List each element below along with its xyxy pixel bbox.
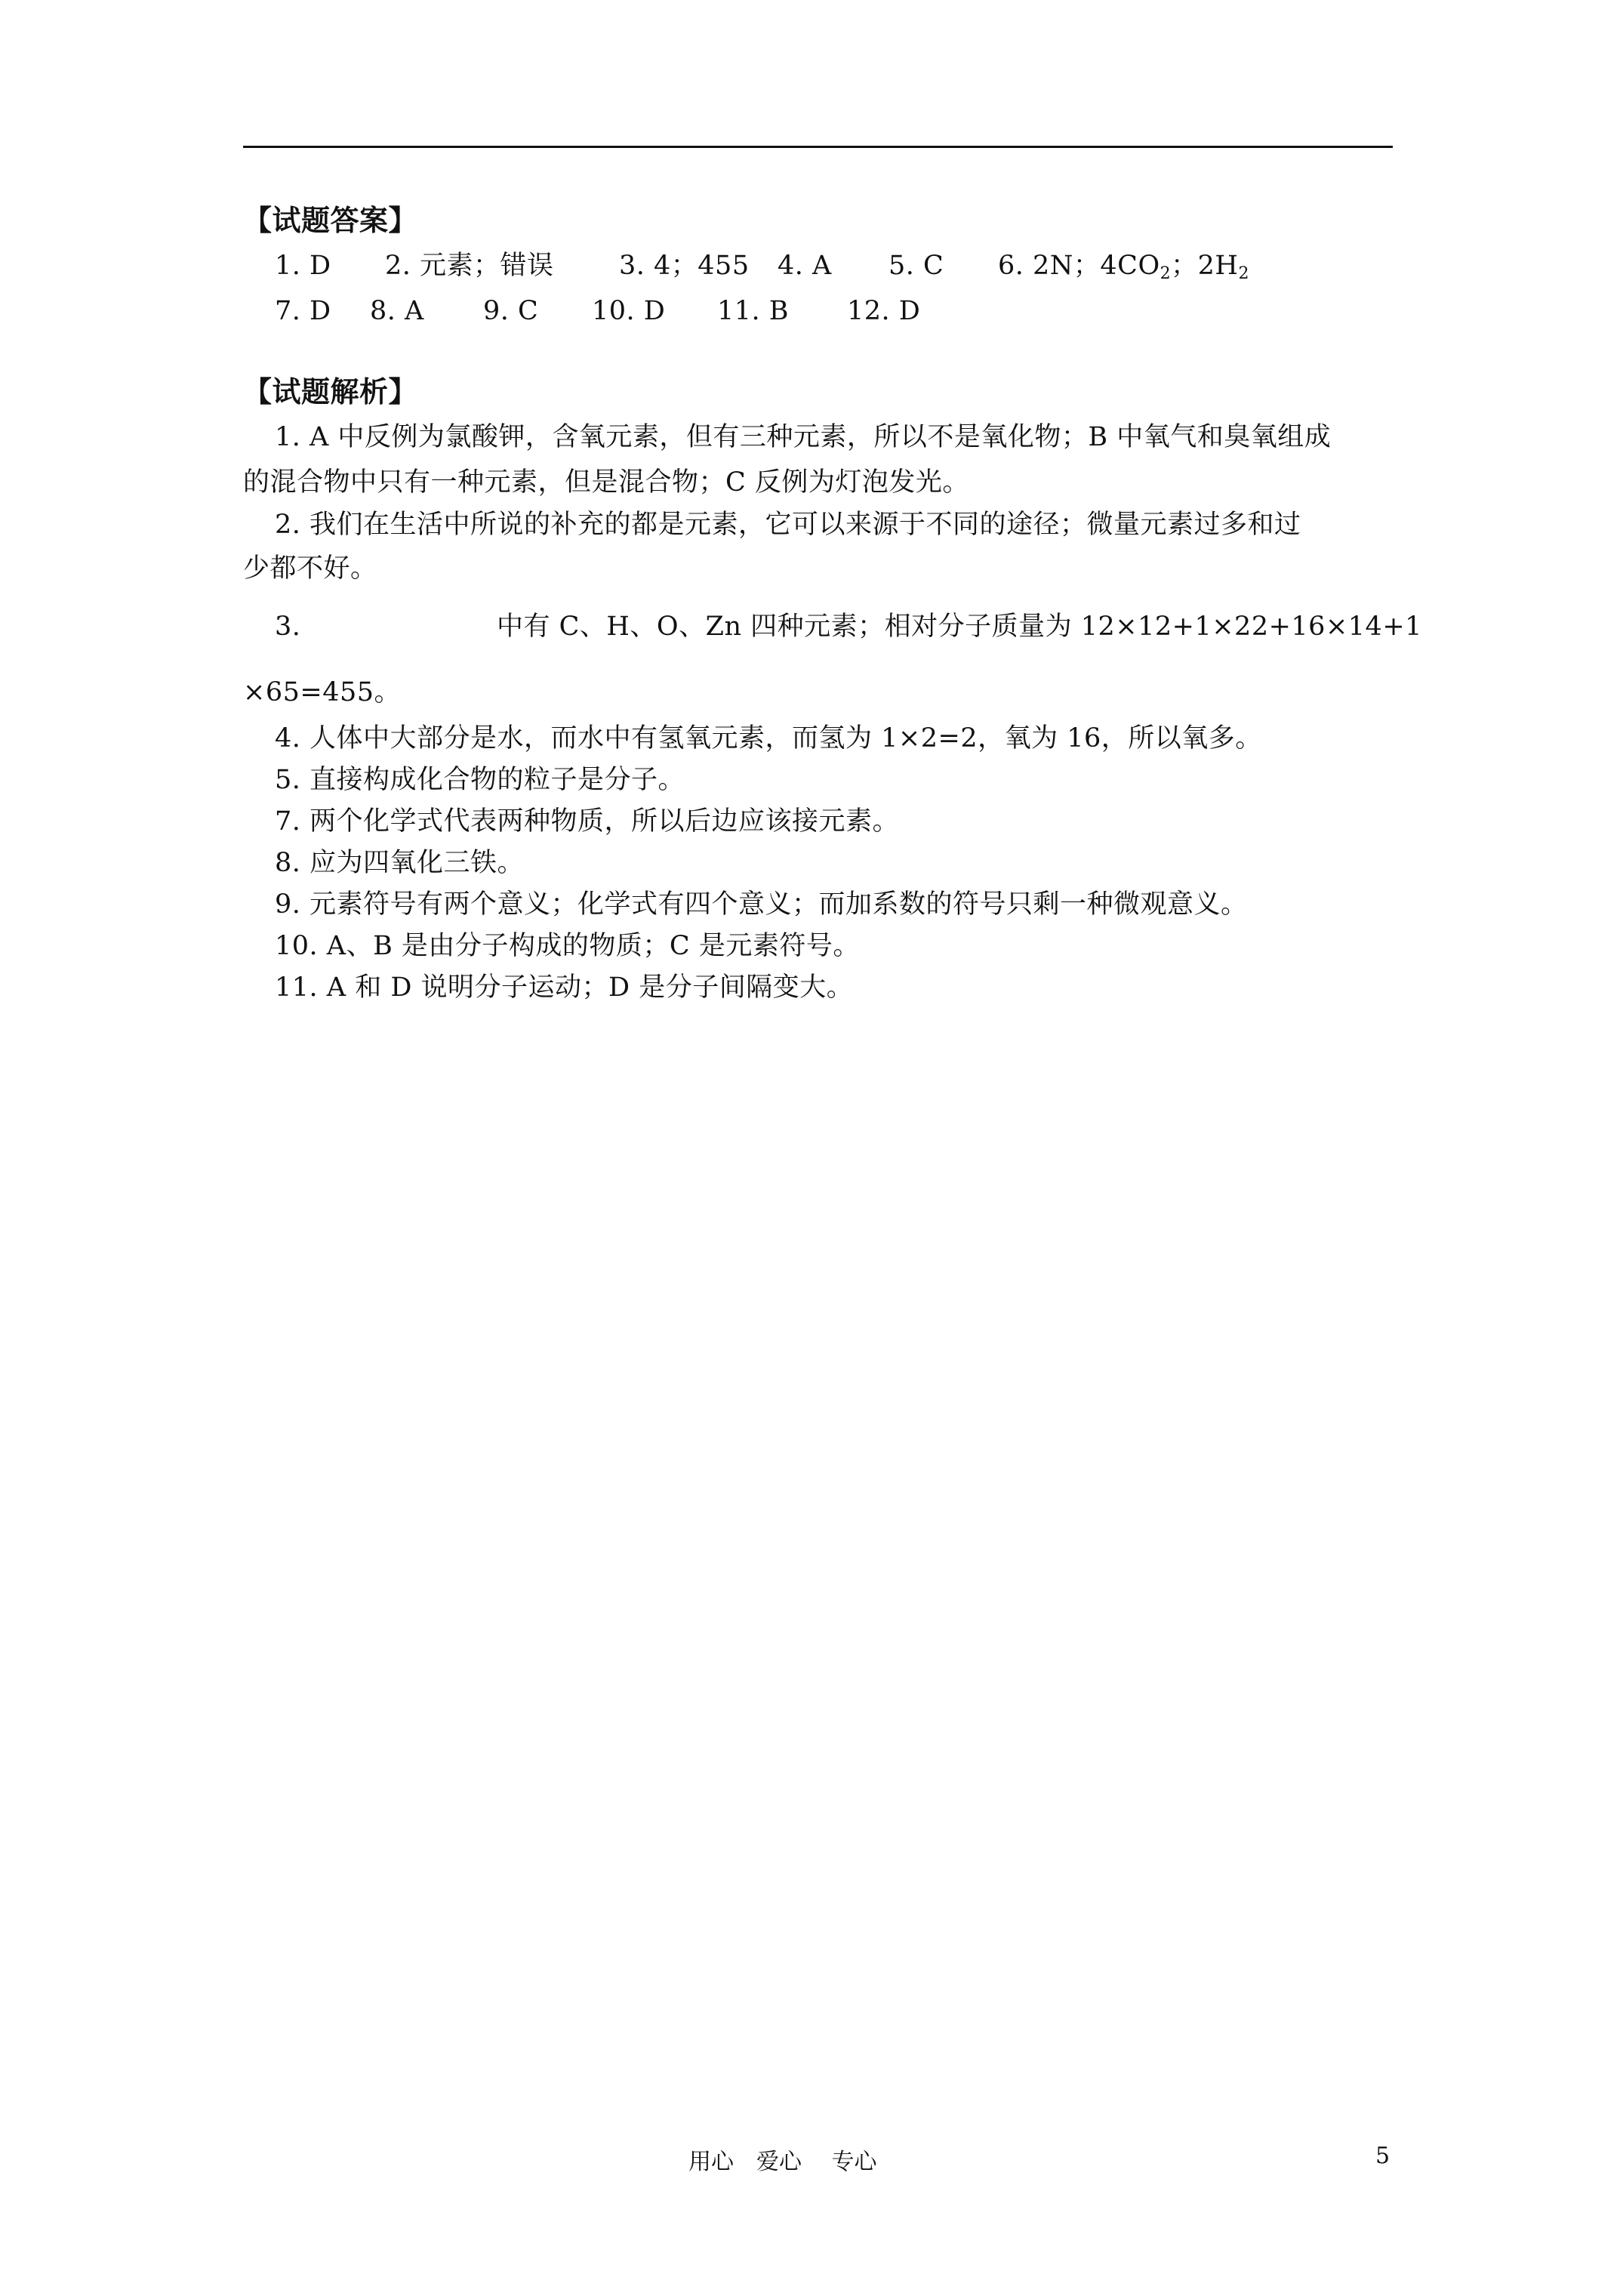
- analysis-line: [243, 502, 1393, 547]
- analysis-text: 8. 应为四氧化三铁。: [275, 848, 525, 878]
- answer-6-sub-1: 2: [1160, 264, 1172, 283]
- answer-item: 1. D: [275, 251, 331, 281]
- analysis-line: [243, 923, 1393, 969]
- analysis-text: 10. A、B 是由分子构成的物质；C 是元素符号。: [275, 931, 860, 961]
- analysis-text: 少都不好。: [243, 553, 377, 584]
- analysis-text: ×65=455。: [243, 677, 401, 707]
- answer-item: 12. D: [847, 296, 921, 326]
- analysis-text: 的混合物中只有一种元素，但是混合物；C 反例为灯泡发光。: [243, 467, 969, 498]
- footer-motto: 用心 爱心 专心: [688, 2149, 877, 2175]
- analysis-text: 4. 人体中大部分是水，而水中有氢氧元素，而氢为 1×2=2，氧为 16，所以氧多。: [275, 723, 1262, 754]
- answer-item: 5. C: [888, 251, 944, 281]
- analysis-line: [243, 670, 1393, 715]
- analysis-text: 中有 C、H、O、Zn 四种元素；相对分子质量为 12×12+1×22+16×14+1: [497, 612, 1422, 642]
- answer-item-6: [998, 243, 1249, 288]
- analysis-line: [243, 799, 1393, 844]
- analysis-text: 9. 元素符号有两个意义；化学式有四个意义；而加系数的符号只剩一种微观意义。: [275, 889, 1248, 920]
- analysis-text: 3.: [275, 612, 301, 642]
- answers-row-1: [243, 243, 1393, 288]
- answer-item: 8. A: [370, 296, 424, 326]
- answer-6-prefix: 6. 2N；4CO: [998, 251, 1160, 281]
- analysis-text: 2. 我们在生活中所说的补充的都是元素，它可以来源于不同的途径；微量元素过多和过: [275, 510, 1301, 540]
- analysis-line: [243, 460, 1393, 505]
- answer-item: 9. C: [483, 296, 539, 326]
- header-rule: [243, 146, 1393, 148]
- analysis-text: 11. A 和 D 说明分子运动；D 是分子间隔变大。: [275, 972, 854, 1003]
- answer-item: 2. 元素；错误: [385, 251, 554, 281]
- analysis-heading: 【试题解析】: [243, 374, 418, 408]
- answer-item: 3. 4；455: [619, 251, 750, 281]
- answer-item: 7. D: [275, 296, 331, 326]
- analysis-text: 5. 直接构成化合物的粒子是分子。: [275, 765, 685, 795]
- analysis-line: [243, 965, 1393, 1010]
- analysis-line: [243, 757, 1393, 803]
- analysis-text: 7. 两个化学式代表两种物质，所以后边应该接元素。: [275, 806, 900, 837]
- page-number: 5: [1375, 2143, 1390, 2169]
- analysis-line: [243, 882, 1393, 927]
- analysis-line: [243, 415, 1393, 460]
- answer-6-sub-2: 2: [1238, 264, 1249, 283]
- answer-item: 11. B: [717, 296, 790, 326]
- analysis-line: [243, 716, 1393, 761]
- answers-heading: 【试题答案】: [243, 203, 418, 237]
- answer-item: 4. A: [778, 251, 832, 281]
- answer-item: 10. D: [592, 296, 666, 326]
- analysis-line: [243, 840, 1393, 886]
- analysis-line-3: [243, 604, 1422, 649]
- analysis-text: 1. A 中反例为氯酸钾，含氧元素，但有三种元素，所以不是氧化物；B 中氧气和臭氧组成: [275, 422, 1332, 452]
- answers-row-2: [243, 288, 1393, 334]
- answer-6-mid: ；2H: [1171, 251, 1239, 281]
- analysis-line: [243, 546, 1393, 591]
